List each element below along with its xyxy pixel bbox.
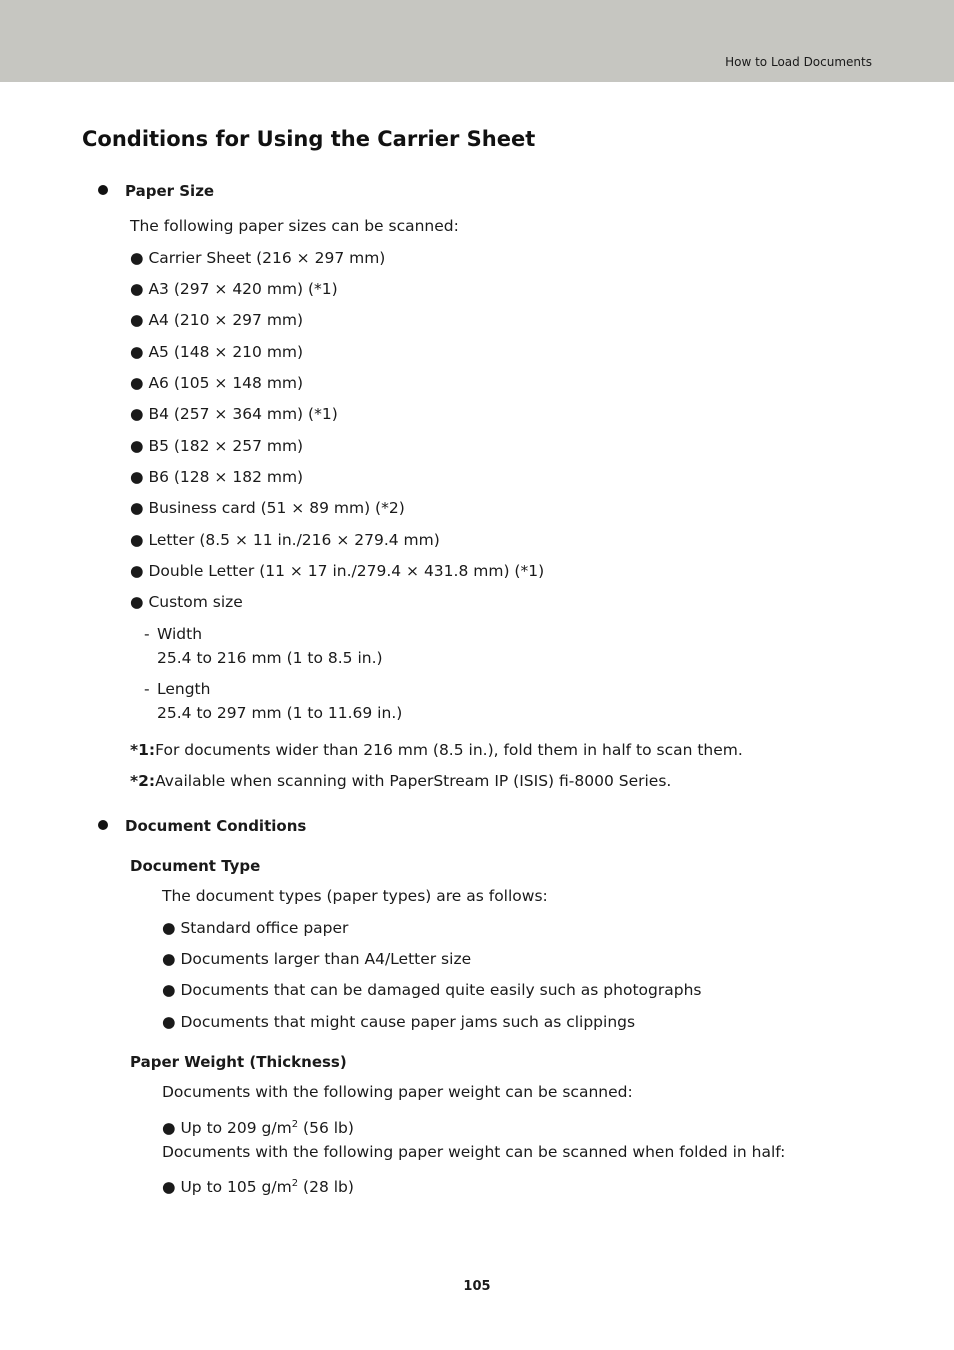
weight-text: ● Up to 209 g/m [162, 1119, 292, 1137]
footnote-mark: *2: [130, 772, 156, 790]
list-item: ● Letter (8.5 × 11 in./216 × 279.4 mm) [130, 531, 440, 549]
list-item: ● Standard office paper [162, 919, 349, 937]
weight-text: (56 lb) [298, 1119, 354, 1137]
custom-width-label: Width [157, 625, 203, 643]
paper-weight-folded-intro: Documents with the following paper weight can be scanned when folded in half: [162, 1143, 786, 1161]
paper-size-intro: The following paper sizes can be scanned: [130, 217, 459, 235]
list-item [162, 1178, 354, 1196]
custom-length-dash: - [144, 680, 150, 698]
list-item: ● Business card (51 × 89 mm) (*2) [130, 499, 405, 517]
list-item: ● B4 (257 × 364 mm) (*1) [130, 405, 338, 423]
weight-superscript: 2 [291, 1118, 299, 1130]
custom-length-label: Length [157, 680, 211, 698]
section-heading-document-conditions: Document Conditions [125, 817, 307, 835]
custom-width-dash: - [144, 625, 150, 643]
list-item: ● Carrier Sheet (216 × 297 mm) [130, 249, 386, 267]
list-item: ● A4 (210 × 297 mm) [130, 311, 304, 329]
footnote-text: For documents wider than 216 mm (8.5 in.), fold them in half to scan them. [155, 741, 743, 759]
header-band [0, 0, 954, 82]
paper-weight-intro: Documents with the following paper weight can be scanned: [162, 1083, 633, 1101]
section-heading-paper-size: Paper Size [125, 182, 215, 200]
list-item: ● B6 (128 × 182 mm) [130, 468, 304, 486]
subheading-document-type: Document Type [130, 857, 261, 875]
list-item: ● Custom size [130, 593, 243, 611]
page-title: Conditions for Using the Carrier Sheet [82, 127, 536, 151]
list-item: ● Double Letter (11 × 17 in./279.4 × 431.8 mm) (*1) [130, 562, 545, 580]
section-bullet-icon [98, 185, 108, 195]
list-item: ● Documents larger than A4/Letter size [162, 950, 472, 968]
custom-length-value: 25.4 to 297 mm (1 to 11.69 in.) [157, 704, 403, 722]
weight-text: (28 lb) [298, 1178, 354, 1196]
list-item: ● A6 (105 × 148 mm) [130, 374, 304, 392]
subheading-paper-weight: Paper Weight (Thickness) [130, 1053, 347, 1071]
list-item: ● A3 (297 × 420 mm) (*1) [130, 280, 338, 298]
page-number: 105 [463, 1279, 491, 1294]
footnote-2 [130, 772, 671, 790]
custom-width-value: 25.4 to 216 mm (1 to 8.5 in.) [157, 649, 383, 667]
list-item: ● Documents that can be damaged quite easily such as photographs [162, 981, 702, 999]
section-bullet-icon [98, 820, 108, 830]
list-item: ● B5 (182 × 257 mm) [130, 437, 304, 455]
list-item: ● A5 (148 × 210 mm) [130, 343, 304, 361]
weight-text: ● Up to 105 g/m [162, 1178, 292, 1196]
list-item [162, 1119, 354, 1137]
list-item: ● Documents that might cause paper jams such as clippings [162, 1013, 636, 1031]
footnote-text: Available when scanning with PaperStream IP (ISIS) fi-8000 Series. [155, 772, 672, 790]
weight-superscript: 2 [291, 1177, 299, 1189]
header-section-title: How to Load Documents [725, 55, 872, 69]
footnote-1 [130, 741, 743, 759]
footnote-mark: *1: [130, 741, 156, 759]
document-type-intro: The document types (paper types) are as follows: [162, 887, 548, 905]
